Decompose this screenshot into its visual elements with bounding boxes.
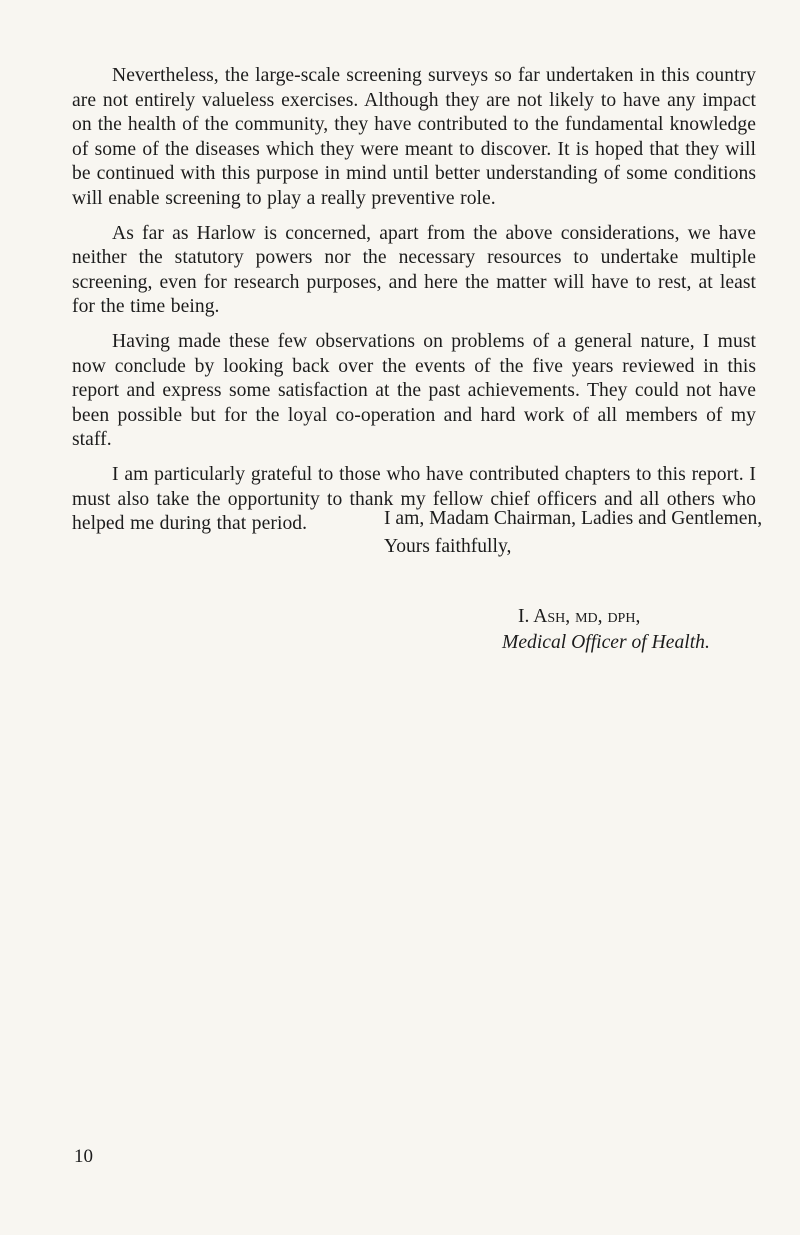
closing-salutation: I am, Madam Chairman, Ladies and Gentlemen,	[384, 508, 763, 529]
letter-body	[72, 64, 756, 547]
signature-name-text: I. Ash, md, dph,	[518, 606, 641, 627]
signature-title: Medical Officer of Health.	[502, 632, 710, 653]
closing-valediction: Yours faithfully,	[384, 536, 512, 557]
paragraph-acknowledgements: I am particularly grateful to those who have contributed chapters to this report. I must also take the opportunity to thank my fellow chief officers and all others who helped me during that period.	[72, 463, 756, 535]
signature-name	[518, 606, 640, 628]
page-number: 10	[74, 1146, 93, 1167]
paragraph-conclusion: Having made these few observations on problems of a general nature, I must now conclude by looking back over the events of the five years reviewed in this report and express some satisfaction at the past achievements. They could not have been possible but for the loyal co-operation and hard work of all members of my staff.	[72, 330, 756, 451]
paragraph-screening-surveys: Nevertheless, the large-scale screening surveys so far undertaken in this country are not entirely valueless exercises. Although they are not likely to have any impact on the health of the community, they have contributed to the fundamental knowledge of some of the diseases which they were meant to discover. It is hoped that they will be continued with this purpose in mind until better understanding of some conditions will enable screening to play a really preventive role.	[72, 65, 756, 209]
paragraph-harlow-screening: As far as Harlow is concerned, apart from the above considerations, we have neither the statutory powers nor the necessary resources to undertake multiple screening, even for research purposes, and here the matter will have to rest, at least for the time being.	[72, 222, 756, 318]
